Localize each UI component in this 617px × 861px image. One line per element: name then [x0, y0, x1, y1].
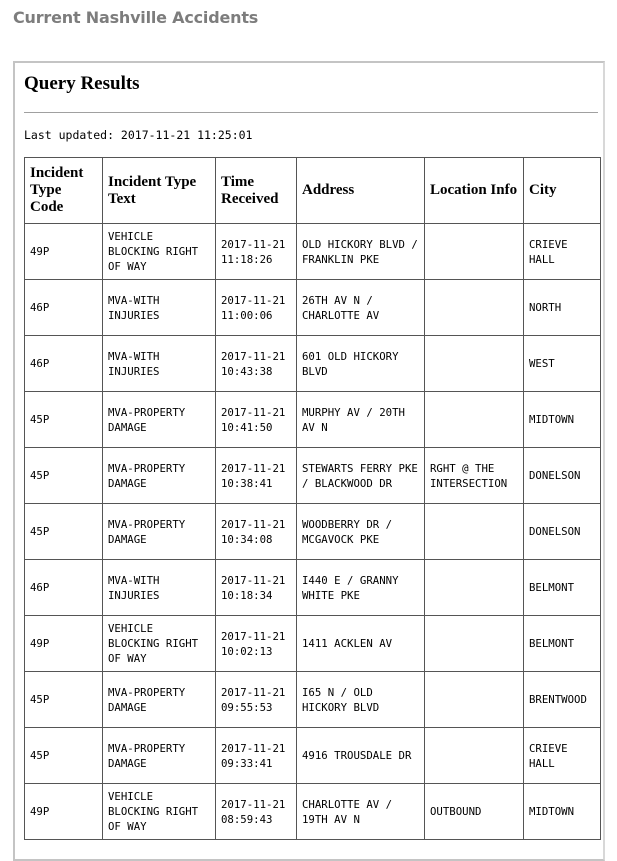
table-row: [25, 448, 601, 504]
cell-location-info: [425, 336, 524, 392]
cell-address: 26TH AV N / CHARLOTTE AV: [297, 280, 425, 336]
cell-time: 2017-11-21 11:00:06: [216, 280, 297, 336]
header-time-received: Time Received: [216, 158, 297, 224]
cell-city: BELMONT: [524, 560, 601, 616]
cell-code: 49P: [25, 616, 103, 672]
cell-time: 2017-11-21 10:38:41: [216, 448, 297, 504]
cell-location-info: [425, 728, 524, 784]
cell-code: 45P: [25, 672, 103, 728]
cell-time: 2017-11-21 10:02:13: [216, 616, 297, 672]
query-results-panel: [13, 61, 605, 861]
cell-address: I440 E / GRANNY WHITE PKE: [297, 560, 425, 616]
cell-city: BRENTWOOD: [524, 672, 601, 728]
cell-city: MIDTOWN: [524, 784, 601, 840]
cell-location-info: OUTBOUND: [425, 784, 524, 840]
incidents-table: [24, 157, 601, 840]
table-row: [25, 616, 601, 672]
cell-type-text: VEHICLE BLOCKING RIGHT OF WAY: [103, 224, 216, 280]
cell-city: DONELSON: [524, 448, 601, 504]
divider: [24, 112, 598, 113]
cell-location-info: [425, 616, 524, 672]
cell-time: 2017-11-21 10:34:08: [216, 504, 297, 560]
cell-code: 45P: [25, 392, 103, 448]
cell-location-info: [425, 560, 524, 616]
cell-location-info: RGHT @ THE INTERSECTION: [425, 448, 524, 504]
cell-time: 2017-11-21 10:18:34: [216, 560, 297, 616]
cell-address: 601 OLD HICKORY BLVD: [297, 336, 425, 392]
cell-location-info: [425, 392, 524, 448]
cell-city: NORTH: [524, 280, 601, 336]
cell-city: DONELSON: [524, 504, 601, 560]
cell-time: 2017-11-21 10:41:50: [216, 392, 297, 448]
table-row: [25, 224, 601, 280]
cell-address: 4916 TROUSDALE DR: [297, 728, 425, 784]
cell-code: 46P: [25, 560, 103, 616]
panel-title: Query Results: [24, 73, 140, 94]
cell-type-text: MVA-PROPERTY DAMAGE: [103, 392, 216, 448]
last-updated-text: Last updated: 2017-11-21 11:25:01: [24, 128, 253, 142]
cell-code: 45P: [25, 504, 103, 560]
cell-location-info: [425, 280, 524, 336]
cell-type-text: MVA-PROPERTY DAMAGE: [103, 728, 216, 784]
cell-location-info: [425, 504, 524, 560]
cell-type-text: MVA-PROPERTY DAMAGE: [103, 448, 216, 504]
cell-city: WEST: [524, 336, 601, 392]
cell-time: 2017-11-21 08:59:43: [216, 784, 297, 840]
table-row: [25, 672, 601, 728]
cell-type-text: MVA-WITH INJURIES: [103, 336, 216, 392]
table-row: [25, 784, 601, 840]
cell-address: I65 N / OLD HICKORY BLVD: [297, 672, 425, 728]
cell-city: CRIEVE HALL: [524, 224, 601, 280]
table-row: [25, 728, 601, 784]
cell-time: 2017-11-21 09:55:53: [216, 672, 297, 728]
cell-address: STEWARTS FERRY PKE / BLACKWOOD DR: [297, 448, 425, 504]
header-incident-type-code: Incident Type Code: [25, 158, 103, 224]
cell-code: 45P: [25, 728, 103, 784]
cell-time: 2017-11-21 10:43:38: [216, 336, 297, 392]
cell-city: CRIEVE HALL: [524, 728, 601, 784]
cell-code: 49P: [25, 224, 103, 280]
cell-code: 49P: [25, 784, 103, 840]
cell-code: 45P: [25, 448, 103, 504]
cell-type-text: VEHICLE BLOCKING RIGHT OF WAY: [103, 616, 216, 672]
table-row: [25, 336, 601, 392]
cell-type-text: MVA-WITH INJURIES: [103, 560, 216, 616]
cell-type-text: MVA-WITH INJURIES: [103, 280, 216, 336]
header-incident-type-text: Incident Type Text: [103, 158, 216, 224]
cell-address: MURPHY AV / 20TH AV N: [297, 392, 425, 448]
cell-address: 1411 ACKLEN AV: [297, 616, 425, 672]
cell-address: CHARLOTTE AV / 19TH AV N: [297, 784, 425, 840]
table-row: [25, 392, 601, 448]
page-heading: Current Nashville Accidents: [13, 8, 259, 27]
cell-location-info: [425, 224, 524, 280]
header-location-info: Location Info: [425, 158, 524, 224]
cell-code: 46P: [25, 280, 103, 336]
header-city: City: [524, 158, 601, 224]
cell-city: MIDTOWN: [524, 392, 601, 448]
cell-type-text: MVA-PROPERTY DAMAGE: [103, 504, 216, 560]
cell-address: OLD HICKORY BLVD / FRANKLIN PKE: [297, 224, 425, 280]
cell-time: 2017-11-21 09:33:41: [216, 728, 297, 784]
header-address: Address: [297, 158, 425, 224]
table-row: [25, 504, 601, 560]
cell-type-text: VEHICLE BLOCKING RIGHT OF WAY: [103, 784, 216, 840]
table-header-row: [25, 158, 601, 224]
cell-address: WOODBERRY DR / MCGAVOCK PKE: [297, 504, 425, 560]
table-row: [25, 560, 601, 616]
cell-type-text: MVA-PROPERTY DAMAGE: [103, 672, 216, 728]
cell-city: BELMONT: [524, 616, 601, 672]
cell-location-info: [425, 672, 524, 728]
table-row: [25, 280, 601, 336]
cell-time: 2017-11-21 11:18:26: [216, 224, 297, 280]
cell-code: 46P: [25, 336, 103, 392]
